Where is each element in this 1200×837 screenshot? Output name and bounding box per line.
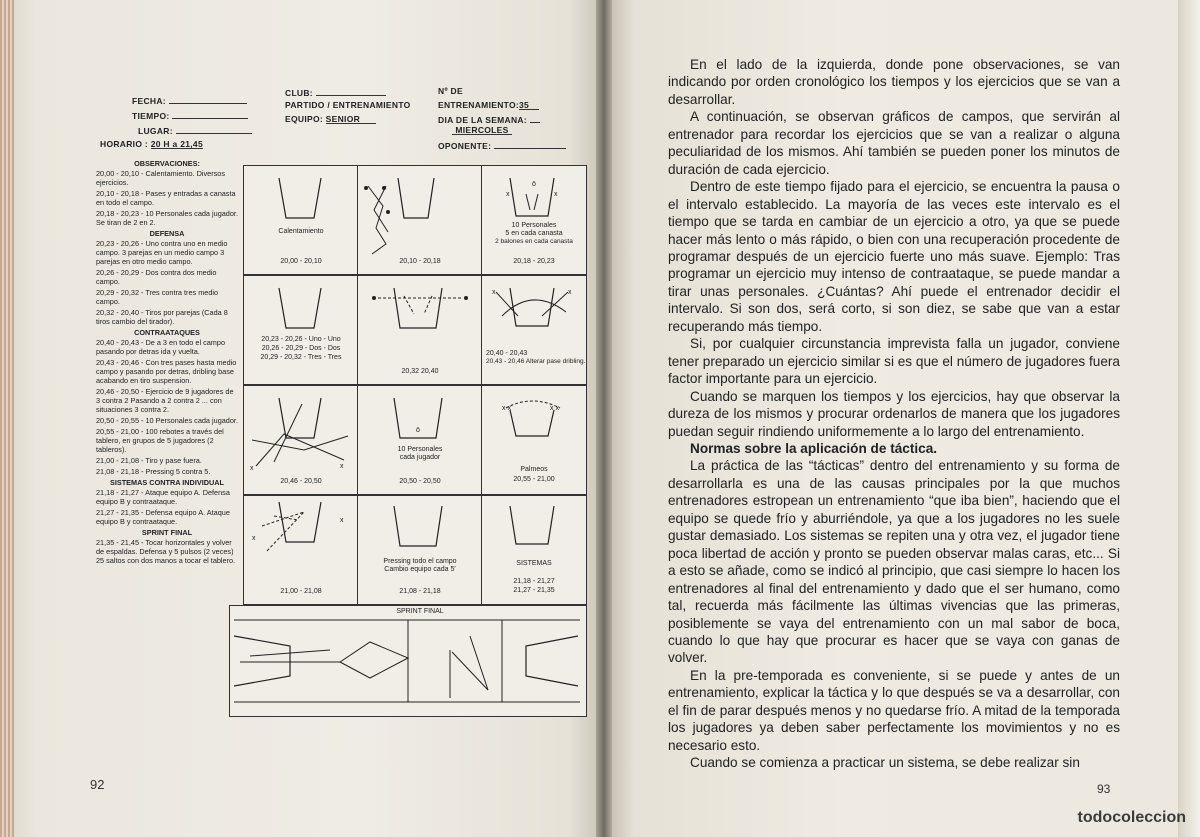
cell-label: 20,29 - 20,32 - Tres - Tres (260, 354, 342, 361)
paragraph: En la pre-temporada es conveniente, si se puede y antes de un entrenamiento, explicar la táctica y lo que después se va a desarrollar, con el fin de parar después menos y no quedarse frío. A mitad de la temporada los jugadores ya deben saber perfectamente los movimientos y no es necesario esto. (668, 667, 1120, 753)
observation-heading: OBSERVACIONES: (134, 159, 200, 168)
observation-item: 20,43 - 20,46 - Con tres pases hasta medio campo y pasando por detras, dribling base acabando en tiro suspension. (96, 358, 237, 385)
cell-label: 10 Personales (397, 446, 443, 453)
cell-label: Calentamiento (278, 228, 324, 235)
page-edge-right (1178, 0, 1200, 837)
form-dia: DIA DE LA SEMANA: (438, 113, 540, 125)
paragraph: Cuando se comienza a practicar un sistema, se debe realizar sin (690, 755, 1080, 771)
diagram-personales (481, 165, 587, 275)
observations-list (96, 158, 238, 567)
diagram-sprint-final (229, 605, 587, 717)
svg-text:x: x (554, 191, 558, 198)
cell-time: 20,55 - 21,00 (513, 476, 555, 483)
cell-label: 20,40 - 20,43 (486, 350, 528, 357)
observation-heading: SPRINT FINAL (141, 528, 193, 537)
observation-item: 21,27 - 21,35 - Defensa equipo A. Ataque equipo B y contraataque. (96, 508, 230, 526)
form-partido: PARTIDO / ENTRENAMIENTO (285, 100, 411, 110)
form-tiempo: TIEMPO: (132, 109, 248, 121)
cell-label: 10 Personales (511, 222, 557, 229)
observation-item: 20,00 - 20,10 - Calentamiento. Diversos ejercicios. (96, 169, 225, 187)
observation-item: 21,08 - 21,18 - Pressing 5 contra 5. (96, 467, 211, 476)
book-spine (596, 0, 612, 837)
paragraph: Si, por cualquier circunstancia imprevista falla un jugador, conviene tener preparado un ejercicio similar si es que el número de jugadores fuera factor importante para un ejercicio. (668, 336, 1120, 387)
svg-text:x: x (252, 535, 256, 542)
observation-item: 21,00 - 21,08 - Tiro y pase fuera. (96, 456, 202, 465)
form-horario: HORARIO : 20 H a 21,45 (100, 139, 203, 149)
cell-time: 21,18 - 21,27 (513, 578, 555, 585)
observation-item: 20,26 - 20,29 - Dos contra dos medio campo. (96, 268, 217, 286)
cell-time: 20,18 - 20,23 (513, 258, 555, 265)
form-equipo: EQUIPO: SENIOR (285, 114, 376, 124)
form-fecha: FECHA: (132, 94, 247, 106)
svg-text:x: x (492, 289, 496, 296)
cell-label: SISTEMAS (516, 560, 552, 567)
observation-item: 20,18 - 20,23 - 10 Personales cada jugador. Se tiran de 2 en 2. (96, 209, 238, 227)
svg-text:x: x (568, 289, 572, 296)
diagram-pressing (357, 495, 483, 605)
observation-item: 20,55 - 21,00 - 100 rebotes a través del tablero, en grupos de 5 jugadores (2 tableros). (96, 427, 224, 454)
diagram-tiro-pase (243, 495, 359, 605)
cell-time: 20,00 - 20,10 (280, 258, 322, 265)
section-heading: Normas sobre la aplicación de táctica. (690, 440, 938, 456)
svg-text:x: x (340, 517, 344, 524)
cell-time: 20,10 - 20,18 (399, 258, 441, 265)
cell-label: 20,43 - 20,46 Alterar pase dribling. (486, 358, 586, 365)
form-entrenamiento: ENTRENAMIENTO:35 (438, 100, 539, 110)
cell-time: 20,50 - 20,50 (399, 478, 441, 485)
page-number-left: 92 (90, 777, 105, 792)
paragraph: Dentro de este tiempo fijado para el ejercicio, se encuentra la pausa o el intervalo establecido. La mayoría de las veces este intervalo es el tiempo que se tarda en cambiar de un ejercicio a otro, ya que se puede hacer más lento o más rápido, o bien con una recuperación procedente de programar después de un ejercicio fuerte uno más suave. Ejemplo: Tras programar un ejercicio muy intenso de contraataque, se puede mandar a tirar unas personales. ¿Cuántas? Ahí puede el entrenador decidir el intervalo. Si son dos, será corto, si son diez, se sabe que van a estar recuperando más tiempo. (668, 179, 1120, 334)
cell-time: 21,00 - 21,08 (280, 588, 322, 595)
observation-item: 20,46 - 20,50 - Ejercicio de 9 jugadores de 3 contra 2 Pasando a 2 contra 2 ... con situaciones 3 contra 2. (96, 387, 234, 414)
observation-heading: CONTRAATAQUES (134, 328, 200, 337)
paragraph: La práctica de las “tácticas” dentro del entrenamiento y su forma de desarrollarla es una de las causas principales por la que muchos entrenadores estropean un entrenamiento “que iba bien”, haciendo que el equipo se quede frío y aburriéndole, ya que a los jugadores no les suele gustar demasiado. Los sistemas se repiten una y otra vez, el jugador tiene poca libertad de acción y pronto se pueden observar malas caras, etc... Si a esto se añade, como se indicó al principio, que casi siempre lo hacen los entrenadores al final del entrenamiento y dado que el ser humano, como tal, recuerda más fácilmente las últimas vivencias que las primeras, posiblemente se vaya del entrenamiento con un mal sabor de boca, cuando lo que hay que procurar es hacer que se vaya con ganas de volver. (668, 458, 1120, 666)
sprint-final-label: SPRINT FINAL (396, 608, 444, 615)
page-edge (0, 0, 14, 837)
observation-item: 21,18 - 21,27 - Ataque equipo A. Defensa equipo B y contraataque. (96, 488, 230, 506)
cell-label: cada jugador (399, 454, 441, 461)
cell-label: Pressing todo el campo (383, 558, 457, 565)
form-club: CLUB: (285, 86, 386, 98)
diagram-palmeos (481, 385, 587, 495)
cell-label: Palmeos (520, 466, 548, 473)
observation-item: 20,32 - 20,40 - Tiros por parejas (Cada 8 tiros cambio del tirador). (96, 308, 228, 326)
form-oponente: OPONENTE: (438, 139, 566, 151)
paragraph: Cuando se marquen los tiempos y los ejercicios, hay que observar la dureza de los mismos y procurar ordenarlos de manera que los jugadores puedan seguir rindiendo uniformemente a lo largo del entrenamiento. (668, 388, 1120, 439)
diagram-pases (357, 165, 483, 275)
diagram-contraataque (481, 275, 587, 385)
cell-label: Cambio equipo cada 5' (384, 566, 456, 573)
observation-item: 20,29 - 20,32 - Tres contra tres medio campo. (96, 288, 219, 306)
observation-item: 20,23 - 20,26 - Uno contra uno en medio campo. 3 parejas en un medio campo 3 parejas en otro medio campo. (96, 239, 228, 266)
cell-time: 20,46 - 20,50 (280, 478, 322, 485)
cell-label: 5 en cada canasta (505, 230, 563, 237)
svg-text:x x: x x (550, 405, 559, 412)
diagram-defensa-uno (243, 275, 359, 385)
svg-text:ō: ō (416, 427, 420, 434)
cell-time: 20,32 20,40 (401, 368, 439, 375)
form-no-de: Nº DE (438, 86, 463, 96)
cell-label: 20,26 - 20,29 - Dos - Dos (261, 345, 341, 352)
form-lugar: LUGAR: (138, 124, 252, 136)
paragraph: En el lado de la izquierda, donde pone observaciones, se van indicando por orden cronológico los tiempos y los ejercicios que se van a desarrollar. (668, 57, 1120, 107)
cell-label: 2 balones en cada canasta (495, 238, 573, 245)
diagram-tiros-parejas (357, 275, 483, 385)
observation-heading: DEFENSA (149, 229, 185, 238)
body-text (668, 56, 1120, 772)
diagram-sistemas (481, 495, 587, 605)
cell-label: 20,23 - 20,26 - Uno - Uno (261, 336, 341, 343)
observation-heading: SISTEMAS CONTRA INDIVIDUAL (109, 478, 225, 487)
observation-item: 21,35 - 21,45 - Tocar horizontales y volver de espaldas. Defensa y 5 pulsos (2 veces) 25 saltos con dos manos a tocar el tablero. (96, 538, 236, 565)
svg-text:ō: ō (532, 181, 536, 188)
diagram-ejercicio-9 (243, 385, 359, 495)
form-dia-value: MIERCOLES (452, 125, 512, 135)
diagram-calentamiento (243, 165, 359, 275)
diagram-personales-jugador (357, 385, 483, 495)
svg-text:x: x (250, 465, 254, 472)
svg-text:x: x (340, 463, 344, 470)
cell-time: 21,27 - 21,35 (513, 587, 555, 594)
paragraph: A continuación, se observan gráficos de campos, que servirán al entrenador para recordar los ejercicios que se van a realizar o alguna peculiaridad de los mismos. Ahí también se pueden poner los minutos de duración de cada ejercicio. (668, 109, 1120, 177)
observation-item: 20,10 - 20,18 - Pases y entradas a canasta en todo el campo. (96, 189, 236, 207)
svg-text:x x: x x (502, 405, 511, 412)
watermark: todocoleccion (1077, 809, 1186, 826)
cell-time: 21,08 - 21,18 (399, 588, 441, 595)
observation-item: 20,50 - 20,55 - 10 Personales cada jugador. (96, 416, 238, 425)
observation-item: 20,40 - 20,43 - De a 3 en todo el campo pasando por detras ida y vuelta. (96, 338, 225, 356)
page-number-right: 93 (1097, 782, 1111, 796)
svg-text:x: x (506, 191, 510, 198)
